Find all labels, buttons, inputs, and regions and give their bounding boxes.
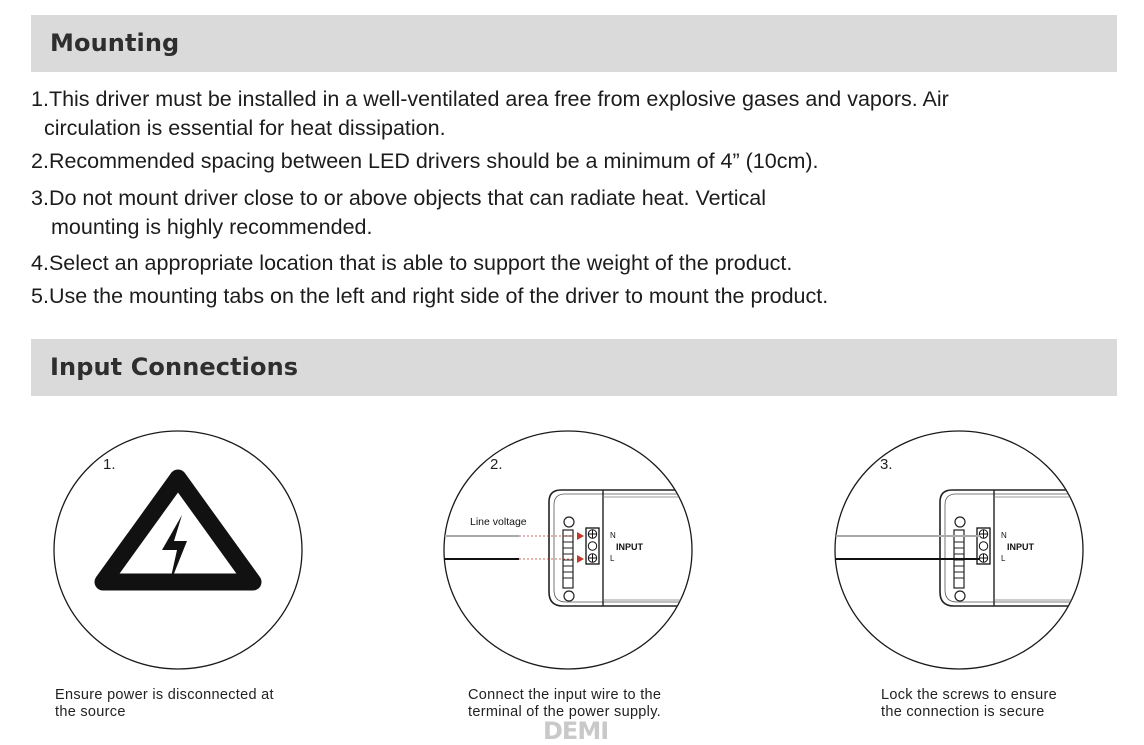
input-connections-section-header [31,339,1117,396]
terminal-input-label: INPUT [1007,542,1034,552]
terminal-n-label: N [1001,531,1007,540]
item-text: Do not mount driver close to or above objects that can radiate heat. Vertical [48,186,767,210]
mounting-item-4 [31,249,1121,278]
caption-line: the source [55,704,126,720]
mounting-section-header [31,15,1117,72]
step-1-illustration [53,430,303,670]
step-3-caption [881,687,1141,721]
step-number: 1. [103,456,116,473]
item-number: 1. [31,87,49,111]
step-1-diagram [53,430,303,670]
step-number: 2. [490,456,503,473]
item-text-continued: mounting is highly recommended. [51,215,373,239]
item-text: This driver must be installed in a well-ventilated area free from explosive gases and vapors. Air [48,87,949,111]
line-voltage-label: Line voltage [470,516,527,528]
caption-line: Lock the screws to ensure [881,687,1057,703]
step-2-caption [468,687,728,721]
item-text-continued: circulation is essential for heat dissipation. [44,116,446,140]
item-text: Use the mounting tabs on the left and right side of the driver to mount the product. [48,284,829,308]
terminal-l-label: L [610,554,615,563]
caption-line: Ensure power is disconnected at [55,687,274,703]
item-number: 3. [31,186,49,210]
input-connections-title: Input Connections [50,353,299,381]
terminal-input-label: INPUT [616,542,643,552]
terminal-n-label: N [610,531,616,540]
item-number: 4. [31,251,49,275]
caption-line: the connection is secure [881,704,1045,720]
item-number: 5. [31,284,49,308]
watermark: DEMI [543,717,609,745]
mounting-item-2 [31,147,1121,176]
caption-line: Connect the input wire to the [468,687,662,703]
step-3-diagram [834,430,1084,670]
step-2-illustration [443,430,693,670]
item-text: Select an appropriate location that is able to support the weight of the product. [48,251,793,275]
step-3-illustration [834,430,1084,670]
mounting-title: Mounting [50,29,180,57]
step-number: 3. [880,456,893,473]
caption-line: terminal of the power supply. [468,704,661,720]
step-2-diagram [443,430,693,670]
terminal-l-label: L [1001,554,1006,563]
high-voltage-warning-icon [103,478,253,586]
item-text: Recommended spacing between LED drivers should be a minimum of 4” (10cm). [48,149,819,173]
mounting-item-1 [31,85,1121,143]
step-1-caption [55,687,315,721]
mounting-item-5 [31,282,1121,311]
mounting-item-3 [31,184,1121,242]
item-number: 2. [31,149,49,173]
